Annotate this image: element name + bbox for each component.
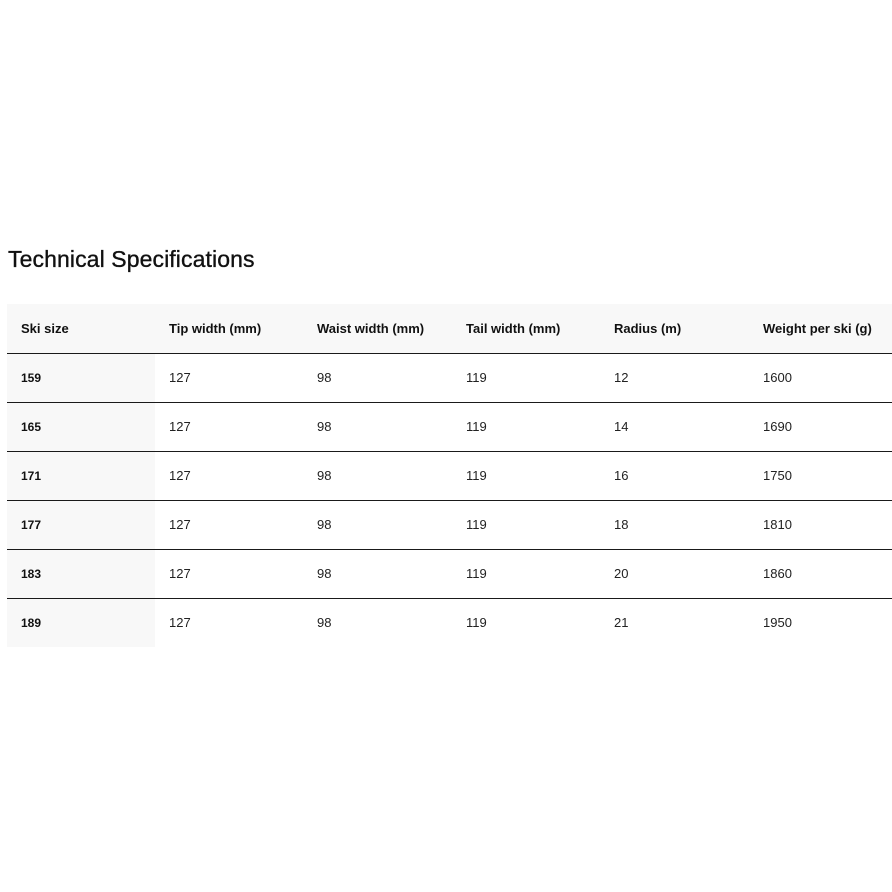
cell-weight: 1950 bbox=[763, 615, 792, 631]
cell-tail-width: 119 bbox=[452, 500, 600, 549]
cell-tail-width: 119 bbox=[452, 402, 600, 451]
cell-tip-width: 127 bbox=[155, 353, 303, 402]
table-row bbox=[7, 500, 892, 549]
cell-waist-width: 98 bbox=[317, 615, 332, 631]
cell-tip-width: 127 bbox=[155, 451, 303, 500]
cell-tip-width: 127 bbox=[155, 500, 303, 549]
cell-tip-width: 127 bbox=[155, 549, 303, 598]
cell-tip-width: 127 bbox=[155, 402, 303, 451]
cell-weight: 1690 bbox=[749, 402, 892, 451]
cell-radius: 16 bbox=[600, 451, 749, 500]
cell-tail-width: 119 bbox=[452, 451, 600, 500]
table-row bbox=[7, 549, 892, 598]
cell-tip-width: 127 bbox=[169, 615, 191, 631]
header-ski-size: Ski size bbox=[7, 304, 155, 353]
cell-radius: 18 bbox=[600, 500, 749, 549]
cell-waist-width: 98 bbox=[303, 402, 452, 451]
cell-weight: 1750 bbox=[749, 451, 892, 500]
table-row bbox=[7, 402, 892, 451]
header-radius: Radius (m) bbox=[600, 304, 749, 353]
cell-ski-size: 165 bbox=[7, 402, 155, 451]
spec-table bbox=[7, 304, 892, 647]
cell-ski-size: 171 bbox=[7, 451, 155, 500]
cell-tail-width: 119 bbox=[452, 353, 600, 402]
cell-tail-width: 119 bbox=[452, 549, 600, 598]
cell-waist-width: 98 bbox=[303, 500, 452, 549]
cell-ski-size: 183 bbox=[7, 549, 155, 598]
cell-weight: 1860 bbox=[749, 549, 892, 598]
header-waist-width: Waist width (mm) bbox=[303, 304, 452, 353]
cell-waist-width: 98 bbox=[303, 353, 452, 402]
table-row bbox=[7, 353, 892, 402]
cell-ski-size: 177 bbox=[7, 500, 155, 549]
cell-waist-width: 98 bbox=[303, 451, 452, 500]
cell-waist-width: 98 bbox=[303, 549, 452, 598]
cell-tail-width: 119 bbox=[466, 615, 487, 631]
cell-weight: 1810 bbox=[749, 500, 892, 549]
header-weight: Weight per ski (g) bbox=[749, 304, 892, 353]
table-row bbox=[7, 451, 892, 500]
cell-radius: 20 bbox=[600, 549, 749, 598]
cell-radius: 14 bbox=[600, 402, 749, 451]
cell-radius: 21 bbox=[614, 615, 629, 631]
table-header-row bbox=[7, 304, 892, 353]
cell-ski-size: 159 bbox=[7, 353, 155, 402]
cell-weight: 1600 bbox=[749, 353, 892, 402]
header-tip-width: Tip width (mm) bbox=[155, 304, 303, 353]
header-tail-width: Tail width (mm) bbox=[452, 304, 600, 353]
table-row bbox=[7, 598, 892, 647]
cell-ski-size: 189 bbox=[7, 598, 155, 647]
cell-radius: 12 bbox=[600, 353, 749, 402]
section-title: Technical Specifications bbox=[8, 246, 255, 272]
